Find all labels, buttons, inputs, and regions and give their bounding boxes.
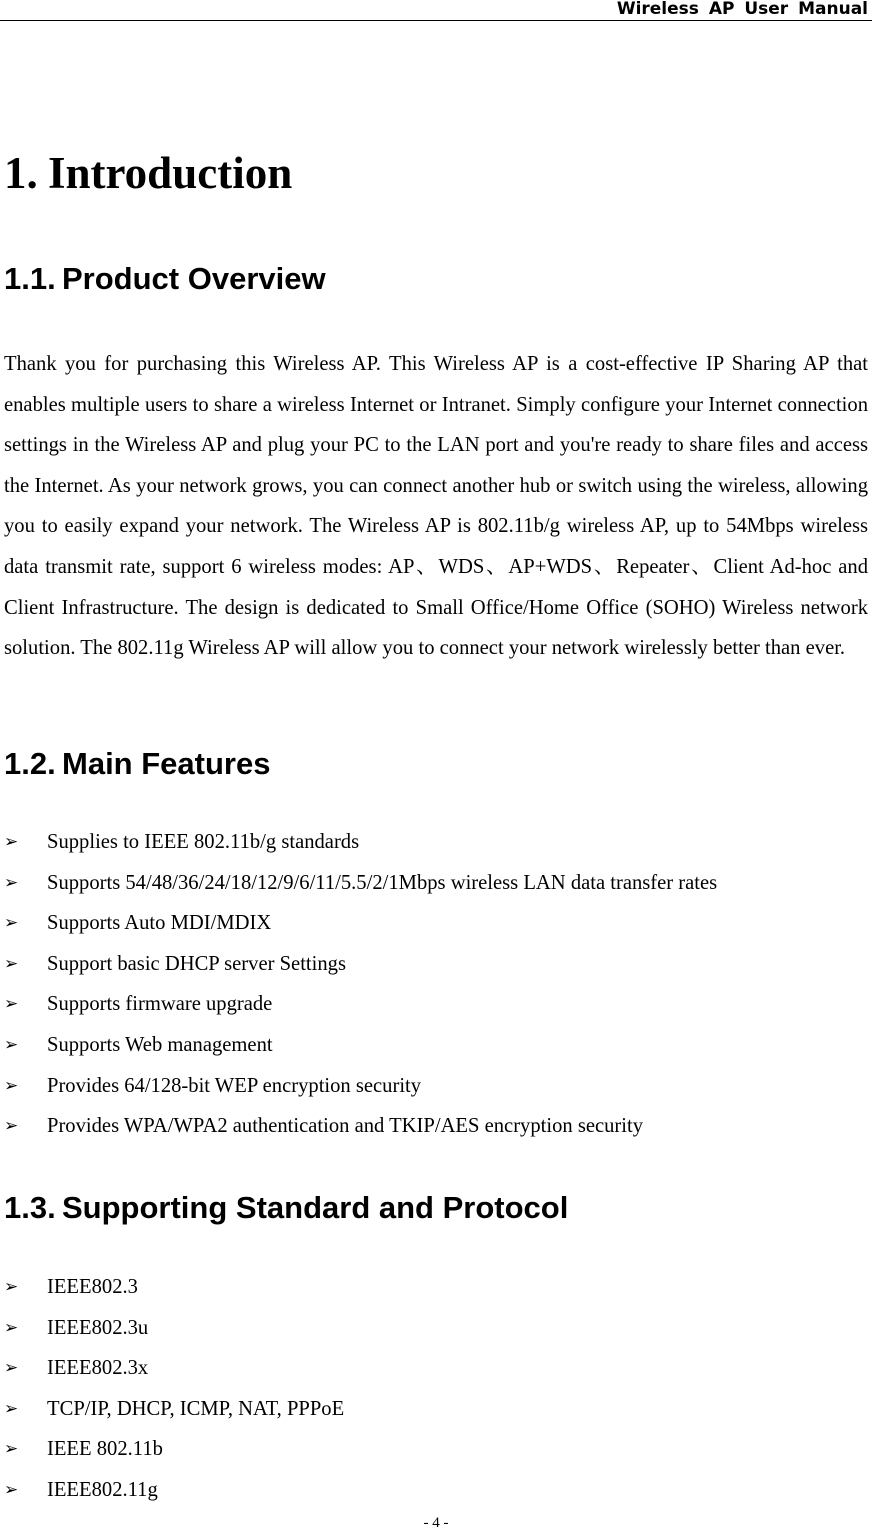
- list-item: [4, 984, 717, 1025]
- list-item: [4, 1106, 717, 1147]
- section-number: 1.1.: [4, 261, 56, 296]
- section-title: Product Overview: [62, 261, 326, 296]
- section-heading-standards-protocols: [4, 1190, 568, 1226]
- section-heading-product-overview: [4, 261, 326, 297]
- section-heading-main-features: [4, 746, 270, 782]
- arrow-bullet-icon: ➢: [4, 953, 19, 974]
- arrow-bullet-icon: ➢: [4, 913, 19, 934]
- product-overview-paragraph: Thank you for purchasing this Wireless AP. This Wireless AP is a cost-effective IP Sharing AP that enables multiple users to share a wireless Internet or Intranet. Simply configure your Internet connection settings in the Wireless AP and plug your PC to the LAN port and you're ready to share files and access the Internet. As your network grows, you can connect another hub or switch using the wireless, allowing you to easily expand your network. The Wireless AP is 802.11b/g wireless AP, up to 54Mbps wireless data transmit rate, support 6 wireless modes: AP、WDS、AP+WDS、Repeater、Client Ad-hoc and Client Infrastructure. The design is dedicated to Small Office/Home Office (SOHO) Wireless network solution. The 802.11g Wireless AP will allow you to connect your network wirelessly better than ever.: [4, 353, 868, 660]
- list-item: [4, 822, 717, 863]
- list-item-text: IEEE802.3x: [47, 1357, 149, 1380]
- list-item-text: IEEE802.11g: [47, 1478, 158, 1501]
- arrow-bullet-icon: ➢: [4, 1277, 19, 1297]
- arrow-bullet-icon: ➢: [4, 1116, 19, 1137]
- list-item-text: IEEE802.3: [47, 1276, 138, 1298]
- chapter-title: Introduction: [48, 148, 293, 198]
- running-header: Wireless AP User Manual: [616, 0, 868, 19]
- arrow-bullet-icon: ➢: [4, 1317, 19, 1338]
- list-item: [4, 1429, 344, 1470]
- header-rule: [0, 20, 872, 21]
- list-item-text: TCP/IP, DHCP, ICMP, NAT, PPPoE: [47, 1397, 345, 1420]
- arrow-bullet-icon: ➢: [4, 1479, 19, 1500]
- arrow-bullet-icon: ➢: [4, 1398, 19, 1419]
- list-item-text: IEEE 802.11b: [47, 1438, 163, 1461]
- chapter-number: 1.: [4, 148, 38, 198]
- section-title: Main Features: [62, 746, 271, 781]
- arrow-bullet-icon: ➢: [4, 872, 19, 893]
- section-title: Supporting Standard and Protocol: [62, 1190, 569, 1225]
- list-item-text: Provides 64/128-bit WEP encryption security: [47, 1074, 422, 1097]
- arrow-bullet-icon: ➢: [4, 994, 19, 1015]
- list-item: [4, 1308, 344, 1349]
- list-item-text: Provides WPA/WPA2 authentication and TKIP/AES encryption security: [47, 1115, 644, 1138]
- arrow-bullet-icon: ➢: [4, 1358, 19, 1379]
- list-item-text: Supports Web management: [47, 1033, 273, 1056]
- list-item-text: Support basic DHCP server Settings: [47, 952, 346, 975]
- list-item: [4, 1066, 717, 1107]
- arrow-bullet-icon: ➢: [4, 1034, 19, 1055]
- list-item: [4, 1348, 344, 1389]
- arrow-bullet-icon: ➢: [4, 832, 19, 852]
- list-item-text: IEEE802.3u: [47, 1316, 149, 1339]
- list-item: [4, 903, 717, 944]
- section-number: 1.2.: [4, 746, 56, 781]
- list-item: [4, 1025, 717, 1066]
- chapter-heading: [4, 146, 292, 200]
- list-item: [4, 944, 717, 985]
- list-item: [4, 1470, 344, 1511]
- list-item: [4, 1267, 344, 1308]
- standards-list: [4, 1267, 344, 1511]
- list-item: [4, 863, 717, 904]
- list-item-text: Supplies to IEEE 802.11b/g standards: [47, 831, 360, 853]
- main-features-list: [4, 822, 717, 1147]
- section-number: 1.3.: [4, 1190, 56, 1225]
- arrow-bullet-icon: ➢: [4, 1075, 19, 1096]
- list-item-text: Supports 54/48/36/24/18/12/9/6/11/5.5/2/1Mbps wireless LAN data transfer rates: [47, 871, 718, 894]
- list-item-text: Supports firmware upgrade: [47, 993, 273, 1016]
- list-item-text: Supports Auto MDI/MDIX: [47, 912, 272, 935]
- list-item: [4, 1389, 344, 1430]
- arrow-bullet-icon: ➢: [4, 1439, 19, 1460]
- page-number: - 4 -: [423, 1515, 449, 1531]
